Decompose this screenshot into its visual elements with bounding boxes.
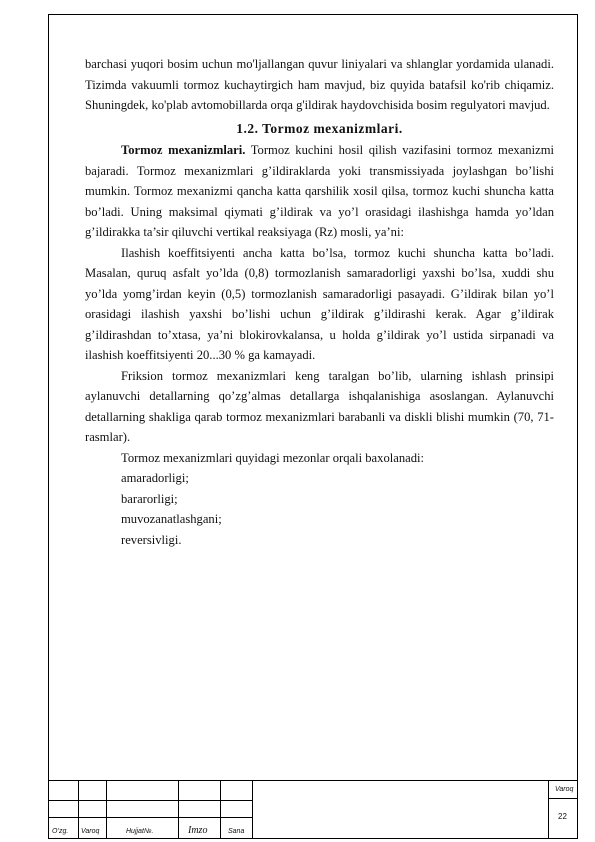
title-block-col-line [106, 780, 107, 839]
page-number-divider [548, 798, 578, 799]
label-sana: Sana [228, 828, 245, 835]
label-imzo: Imzo [188, 825, 208, 836]
paragraph-friction: Friksion tormoz mexanizmlari keng taralgan bo’lib, ularning ishlash prinsipi aylanuvchi detallarning qo’zg’almas detallarga ishqalanishiga asoslangan. Aylanuvchi detallarning shakliga qarab tormoz mexanizmlari barabanli va diskli blishi mumkin (70, 71-rasmlar). [85, 368, 554, 444]
paragraph-adhesion: Ilashish koeffitsiyenti ancha katta bo’lsa, tormoz kuchi shuncha katta bo’ladi. Masalan, quruq asfalt yo’lda (0,8) tormozlanish samaradorligi yaxshi bo’lsa, xuddi shu yo’lda yomg’irdan keyin (0,5) tormozlanish samaradorligi pasayadi. G’ildirak bilan yo’l orasidagi ilashish yaxshi bo’lishi uchun g’ildirak g’ildirashi kerak. Agar g’ildirak g’ildirashdan to’xtasa, ya’ni blokirovkalansa, u holda g’ildirak yo’l ustida sirpanadi va ilashish koeffitsiyenti 20...30 % ga kamayadi. [85, 245, 554, 362]
title-block-col-line [548, 780, 549, 839]
list-item: muvozanatlashgani; [121, 512, 222, 526]
title-block-col-line [252, 780, 253, 839]
label-varoq: Varoq [555, 786, 574, 793]
list-item: reversivligi. [121, 532, 182, 547]
title-block [48, 780, 578, 839]
label-hujjat: Hujjat№. [126, 828, 154, 835]
paragraph-criteria-intro: Tormoz mexanizmlari quyidagi mezonlar orqali baxolanadi: [121, 450, 425, 465]
list-item: bararorligi; [121, 491, 178, 506]
title-block-col-line [78, 780, 79, 839]
label-ozg: O’zg. [52, 828, 69, 835]
paragraph-text: Tormoz kuchini hosil qilish vazifasini tormoz mexanizmi bajaradi. Tormoz mexanizmlari g’ildiraklarda yoki transmissiyada joylashgan bo’lishi mumkin. Tormoz mexanizmi qancha katta qarshilik xosil qilsa, tormoz kuchi shuncha katta bo’ladi. Uning maksimal qiymati g’ildirak va yo’l orasidagi ilashishga hamda yo’ldan g’ildirakka ta’sir qiluvchi vertikal reaksiyaga (Rz) mosli, ya’ni: [85, 143, 554, 239]
list-item: amaradorligi; [121, 471, 189, 485]
paragraph-lead-term: Tormoz mexanizmlari. [121, 143, 246, 157]
paragraph-brake-mechanisms [85, 140, 554, 243]
label-varaq: Varoq [81, 828, 100, 835]
paragraph-intro: barchasi yuqori bosim uchun mo'ljallangan quvur liniyalari va shlanglar yordamida ulanadi. Tizimda vakuumli tormoz kuchaytirgich ham mavjud, biz quyida batafsil ko'rib chiqamiz. Shuningdek, ko'plab avtomobillarda orqa g'ildirak haydovchisida bosim regulyatori mavjud. [85, 57, 554, 112]
document-body [85, 54, 554, 550]
title-block-top-border [48, 780, 578, 781]
page-number: 22 [558, 812, 567, 821]
title-block-col-line [178, 780, 179, 839]
section-heading: 1.2. Tormoz mexanizmlari. [236, 120, 403, 136]
title-block-col-line [220, 780, 221, 839]
